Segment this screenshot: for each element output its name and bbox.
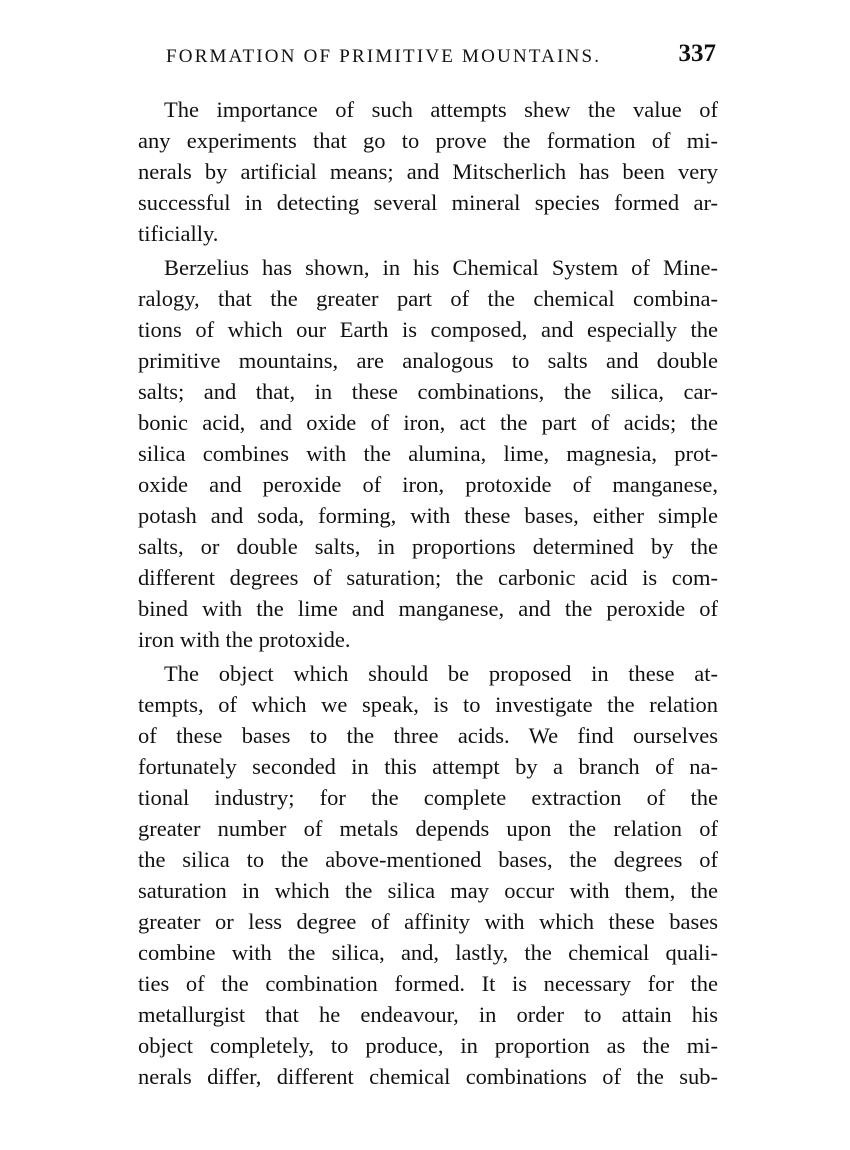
text-line: iron with the protoxide. [138, 627, 351, 652]
running-head-title: FORMATION OF PRIMITIVE MOUNTAINS. [166, 46, 602, 67]
body-text [138, 94, 718, 1092]
paragraph [138, 94, 718, 249]
text-line: greater or less degree of affinity with which these bases [138, 909, 718, 934]
text-line: tions of which our Earth is composed, and especially the [138, 317, 718, 342]
text-line: the silica to the above-mentioned bases, the degrees of [138, 847, 718, 872]
text-line: The importance of such attempts shew the value of [164, 97, 718, 122]
text-line: object completely, to produce, in proportion as the mi- [138, 1033, 718, 1058]
text-line: metallurgist that he endeavour, in order to attain his [138, 1002, 718, 1027]
text-line: combine with the silica, and, lastly, the chemical quali- [138, 940, 718, 965]
text-line: fortunately seconded in this attempt by a branch of na- [138, 754, 718, 779]
text-line: salts; and that, in these combinations, the silica, car- [138, 379, 718, 404]
text-line: bonic acid, and oxide of iron, act the part of acids; the [138, 410, 718, 435]
text-line: silica combines with the alumina, lime, magnesia, prot- [138, 441, 718, 466]
text-line: successful in detecting several mineral species formed ar- [138, 190, 718, 215]
text-line: tificially. [138, 221, 219, 246]
text-line: The object which should be proposed in these at- [164, 661, 718, 686]
text-line: bined with the lime and manganese, and the peroxide of [138, 596, 718, 621]
text-line: ties of the combination formed. It is necessary for the [138, 971, 718, 996]
text-line: salts, or double salts, in proportions determined by the [138, 534, 718, 559]
text-line: tional industry; for the complete extraction of the [138, 785, 718, 810]
text-line: nerals by artificial means; and Mitscherlich has been very [138, 159, 718, 184]
running-head [140, 36, 720, 76]
text-line: Berzelius has shown, in his Chemical System of Mine- [164, 255, 718, 280]
text-line: potash and soda, forming, with these bases, either simple [138, 503, 718, 528]
text-line: tempts, of which we speak, is to investigate the relation [138, 692, 718, 717]
text-line: greater number of metals depends upon the relation of [138, 816, 718, 841]
text-line: primitive mountains, are analogous to salts and double [138, 348, 718, 373]
text-line: ralogy, that the greater part of the chemical combina- [138, 286, 718, 311]
text-line: oxide and peroxide of iron, protoxide of manganese, [138, 472, 718, 497]
text-line: any experiments that go to prove the formation of mi- [138, 128, 718, 153]
text-line: different degrees of saturation; the carbonic acid is com- [138, 565, 718, 590]
text-line: of these bases to the three acids. We find ourselves [138, 723, 718, 748]
text-line: saturation in which the silica may occur with them, the [138, 878, 718, 903]
text-line: nerals differ, different chemical combinations of the sub- [138, 1064, 718, 1089]
paragraph [138, 658, 718, 1092]
paragraph [138, 252, 718, 655]
page-number: 337 [678, 40, 716, 67]
